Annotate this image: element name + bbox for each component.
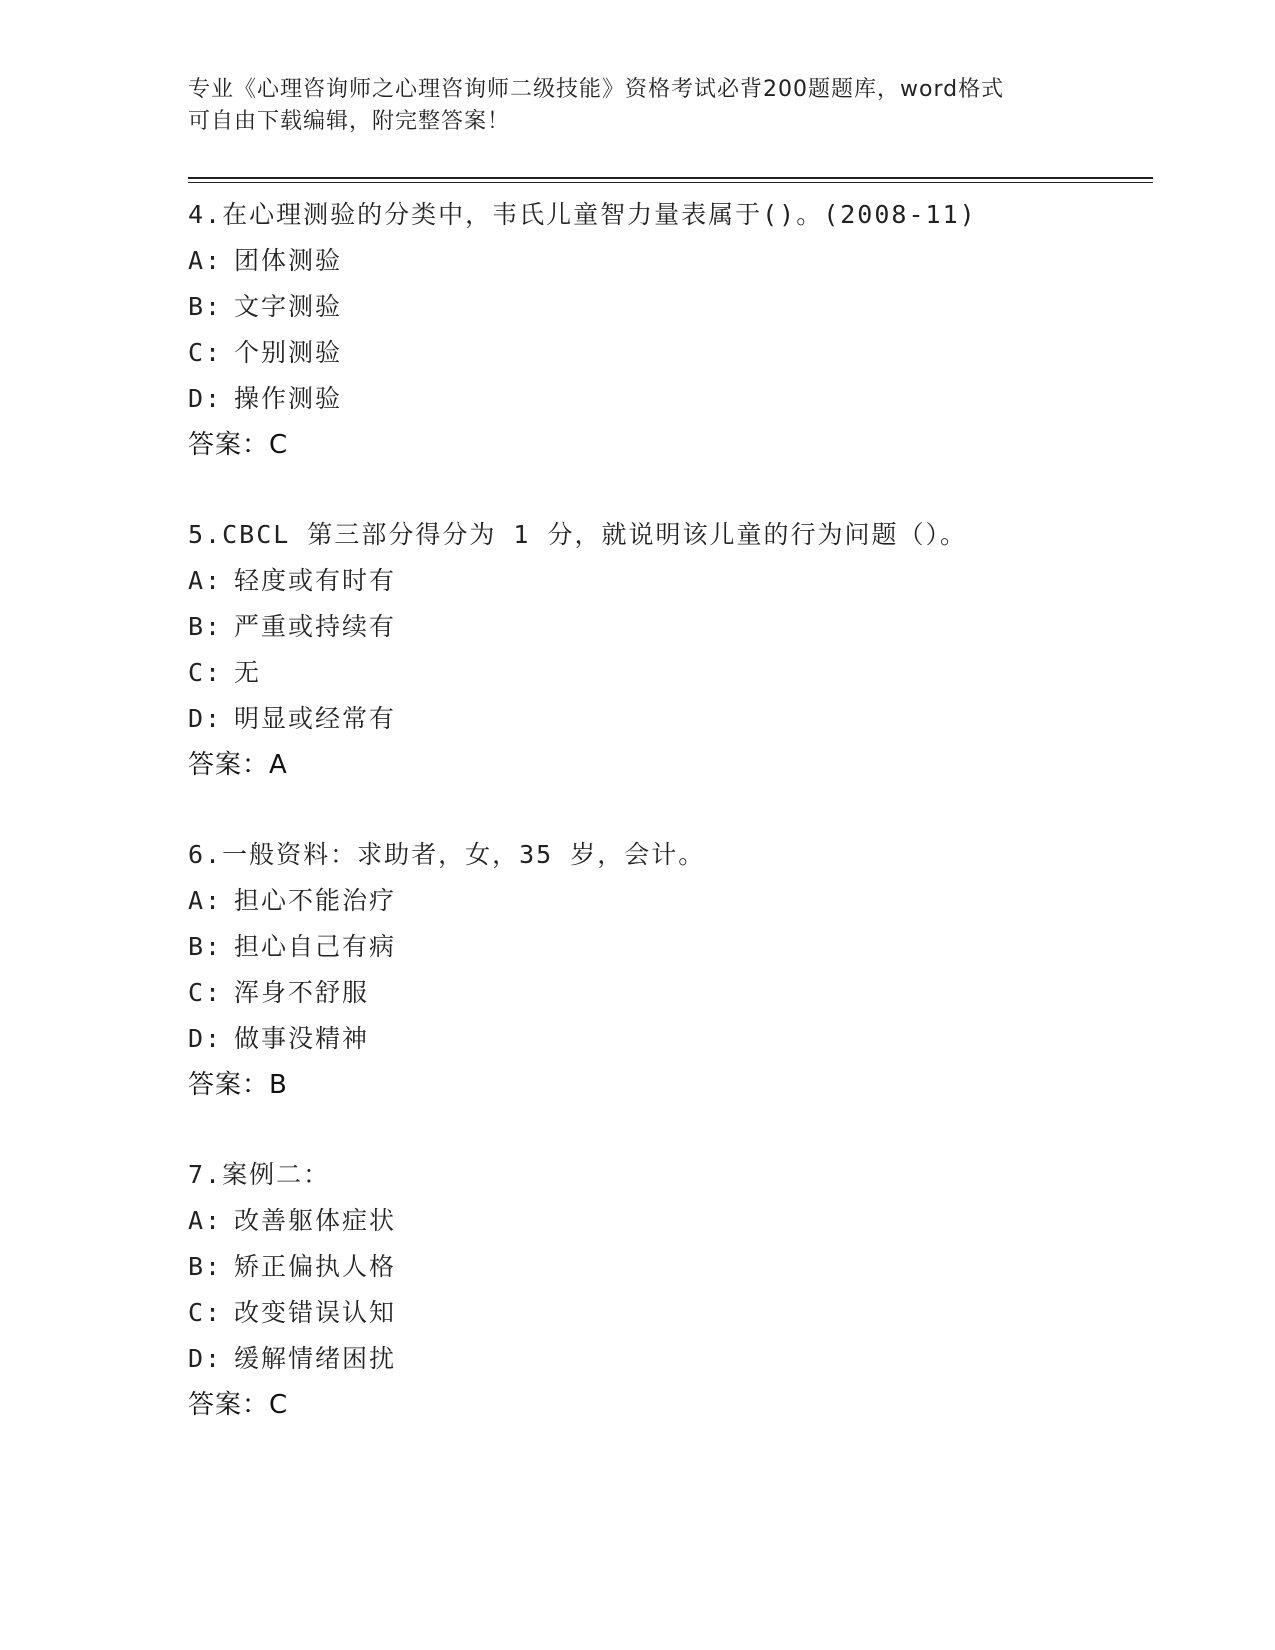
option-text: 担心自己有病 xyxy=(234,932,397,961)
option-key: C: xyxy=(188,658,223,687)
option-text: 担心不能治疗 xyxy=(234,886,397,915)
option-b xyxy=(188,1244,1153,1290)
question-7 xyxy=(188,1152,1153,1428)
answer-line: 答案：C xyxy=(188,430,289,460)
option-key: A: xyxy=(188,566,223,595)
option-c xyxy=(188,970,1153,1016)
question-6 xyxy=(188,832,1153,1108)
option-key: B: xyxy=(188,292,223,321)
option-key: A: xyxy=(188,246,223,275)
answer-line: 答案：C xyxy=(188,1390,289,1420)
option-text: 浑身不舒服 xyxy=(234,978,370,1007)
option-text: 团体测验 xyxy=(234,246,343,275)
option-key: B: xyxy=(188,612,223,641)
option-d xyxy=(188,1336,1153,1382)
option-text: 做事没精神 xyxy=(234,1024,370,1053)
option-text: 文字测验 xyxy=(234,292,343,321)
option-text: 改善躯体症状 xyxy=(234,1206,397,1235)
header-line-1: 专业《心理咨询师之心理咨询师二级技能》资格考试必背200题题库，word格式 xyxy=(188,77,1005,102)
option-text: 操作测验 xyxy=(234,384,343,413)
option-text: 改变错误认知 xyxy=(234,1298,397,1327)
option-key: C: xyxy=(188,978,223,1007)
question-stem: 5.CBCL 第三部分得分为 1 分，就说明该儿童的行为问题（）。 xyxy=(188,520,968,549)
option-key: B: xyxy=(188,1252,223,1281)
option-text: 矫正偏执人格 xyxy=(234,1252,397,1281)
option-text: 无 xyxy=(234,658,262,687)
document-header xyxy=(188,74,1088,138)
answer-line: 答案：B xyxy=(188,1070,288,1100)
question-list xyxy=(188,192,1153,1472)
option-a xyxy=(188,238,1153,284)
option-text: 缓解情绪困扰 xyxy=(234,1344,397,1373)
option-d xyxy=(188,1016,1153,1062)
option-text: 轻度或有时有 xyxy=(234,566,397,595)
option-key: D: xyxy=(188,704,223,733)
header-divider-thick xyxy=(188,177,1153,179)
header-line-2: 可自由下载编辑，附完整答案！ xyxy=(188,109,511,134)
option-key: A: xyxy=(188,886,223,915)
option-a xyxy=(188,558,1153,604)
question-stem: 4.在心理测验的分类中，韦氏儿童智力量表属于()。(2008-11) xyxy=(188,200,977,229)
header-divider-thin xyxy=(188,182,1153,183)
option-key: D: xyxy=(188,384,223,413)
option-key: D: xyxy=(188,1024,223,1053)
option-key: C: xyxy=(188,1298,223,1327)
option-key: C: xyxy=(188,338,223,367)
option-b xyxy=(188,604,1153,650)
option-b xyxy=(188,284,1153,330)
option-key: B: xyxy=(188,932,223,961)
option-d xyxy=(188,696,1153,742)
option-b xyxy=(188,924,1153,970)
question-4 xyxy=(188,192,1153,468)
question-stem: 7.案例二： xyxy=(188,1160,331,1189)
question-5 xyxy=(188,512,1153,788)
answer-line: 答案：A xyxy=(188,750,288,780)
option-text: 个别测验 xyxy=(234,338,343,367)
option-key: D: xyxy=(188,1344,223,1373)
option-d xyxy=(188,376,1153,422)
option-c xyxy=(188,650,1153,696)
option-key: A: xyxy=(188,1206,223,1235)
option-c xyxy=(188,1290,1153,1336)
option-a xyxy=(188,1198,1153,1244)
option-c xyxy=(188,330,1153,376)
question-stem: 6.一般资料：求助者，女，35 岁，会计。 xyxy=(188,840,706,869)
option-a xyxy=(188,878,1153,924)
option-text: 明显或经常有 xyxy=(234,704,397,733)
option-text: 严重或持续有 xyxy=(234,612,397,641)
